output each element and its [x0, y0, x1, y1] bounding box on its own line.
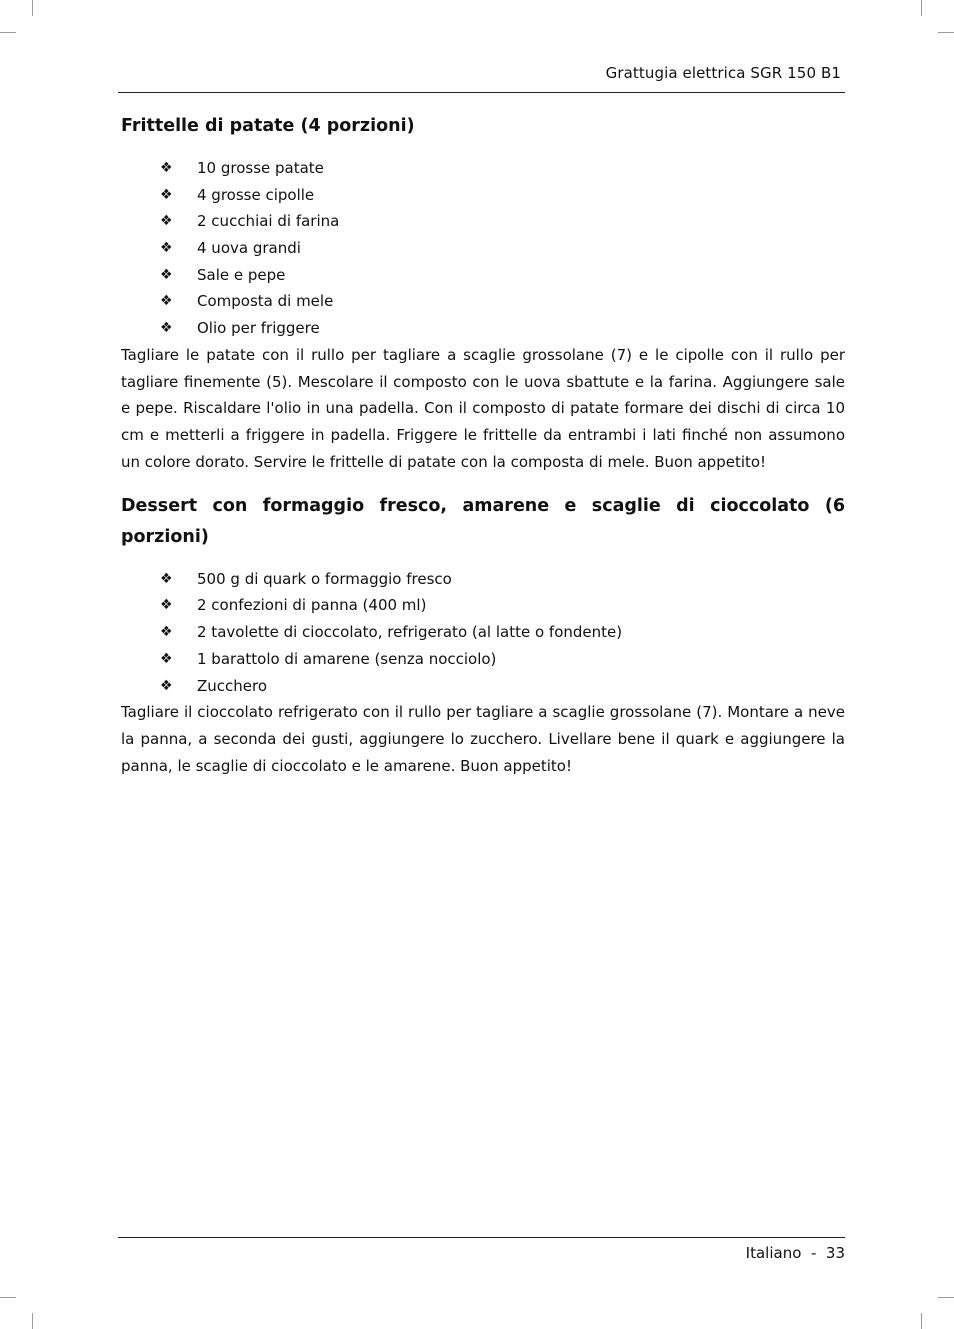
ingredient-item: [121, 646, 845, 673]
bullet-icon: ❖: [160, 570, 173, 587]
header-title: Grattugia elettrica SGR 150 B1: [605, 64, 841, 82]
ingredient-text: 2 confezioni di panna (400 ml): [197, 596, 427, 615]
ingredient-item: [121, 182, 845, 209]
bullet-icon: ❖: [160, 320, 173, 337]
bullet-icon: ❖: [160, 240, 173, 257]
recipe-potato-pancakes: [121, 111, 845, 476]
ingredient-item: [121, 673, 845, 700]
bullet-icon: ❖: [160, 186, 173, 203]
ingredient-item: [121, 566, 845, 593]
bullet-icon: ❖: [160, 650, 173, 667]
ingredient-item: [121, 155, 845, 182]
ingredient-text: 10 grosse patate: [197, 159, 324, 177]
page-content: [121, 111, 845, 780]
bullet-icon: ❖: [160, 624, 173, 641]
crop-mark: [921, 0, 922, 16]
ingredient-text: 1 barattolo di amarene (senza nocciolo): [197, 649, 497, 668]
bullet-icon: ❖: [160, 213, 173, 230]
ingredient-text: 4 uova grandi: [197, 239, 301, 258]
ingredient-item: [121, 315, 845, 342]
ingredient-item: [121, 208, 845, 235]
crop-mark: [921, 1313, 922, 1329]
ingredient-item: [121, 619, 845, 646]
page-footer: [118, 1237, 845, 1262]
crop-mark: [0, 1297, 16, 1298]
ingredient-list: [121, 566, 845, 699]
footer-separator: -: [810, 1244, 817, 1262]
ingredient-item: [121, 235, 845, 262]
ingredient-list: [121, 155, 845, 342]
ingredient-text: 2 tavolette di cioccolato, refrigerato (al latte o fondente): [197, 623, 623, 642]
ingredient-item: [121, 592, 845, 619]
ingredient-text: Zucchero: [197, 676, 268, 695]
bullet-icon: ❖: [160, 677, 173, 694]
ingredient-text: Olio per friggere: [197, 319, 320, 338]
ingredient-text: 2 cucchiai di farina: [197, 212, 340, 231]
ingredient-text: 4 grosse cipolle: [197, 185, 315, 204]
footer-language: Italiano: [745, 1244, 802, 1262]
crop-mark: [938, 1297, 954, 1298]
recipe-instructions: Tagliare le patate con il rullo per tagliare a scaglie grossolane (7) e le cipolle con il rullo per tagliare finemente (5). Mescolare il composto con le uova sbattute e la farina. Aggiungere sale e pepe. Riscaldare l'olio in una padella. Con il composto di patate formare dei dischi di circa 10 cm e metterli a friggere in padella. Friggere le frittelle da entrambi i lati finché non assumono un colore dorato. Servire le frittelle di patate con la composta di mele. Buon appetito!: [121, 345, 845, 471]
bullet-icon: ❖: [160, 266, 173, 283]
recipe-instructions: Tagliare il cioccolato refrigerato con il rullo per tagliare a scaglie grossolane (7). Montare a neve la panna, a seconda dei gusti, aggiungere lo zucchero. Livellare bene il quark e aggiungere la panna, le scaglie di cioccolato e le amarene. Buon appetito!: [121, 703, 845, 775]
ingredient-item: [121, 262, 845, 289]
crop-mark: [32, 0, 33, 16]
recipe-title: Frittelle di patate (4 porzioni): [121, 116, 415, 136]
crop-mark: [0, 32, 16, 33]
recipe-title: Dessert con formaggio fresco, amarene e scaglie di cioccolato (6 porzioni): [121, 495, 845, 547]
page-number: 33: [825, 1244, 845, 1262]
crop-mark: [938, 32, 954, 33]
crop-mark: [32, 1313, 33, 1329]
ingredient-text: 500 g di quark o formaggio fresco: [197, 569, 452, 588]
ingredient-text: Sale e pepe: [197, 265, 286, 284]
footer-text: [746, 1244, 845, 1262]
page-header: [118, 60, 845, 93]
bullet-icon: ❖: [160, 293, 173, 310]
ingredient-text: Composta di mele: [197, 292, 334, 311]
recipe-cheese-dessert: [121, 491, 845, 780]
bullet-icon: ❖: [160, 597, 173, 614]
ingredient-item: [121, 288, 845, 315]
bullet-icon: ❖: [160, 160, 173, 176]
